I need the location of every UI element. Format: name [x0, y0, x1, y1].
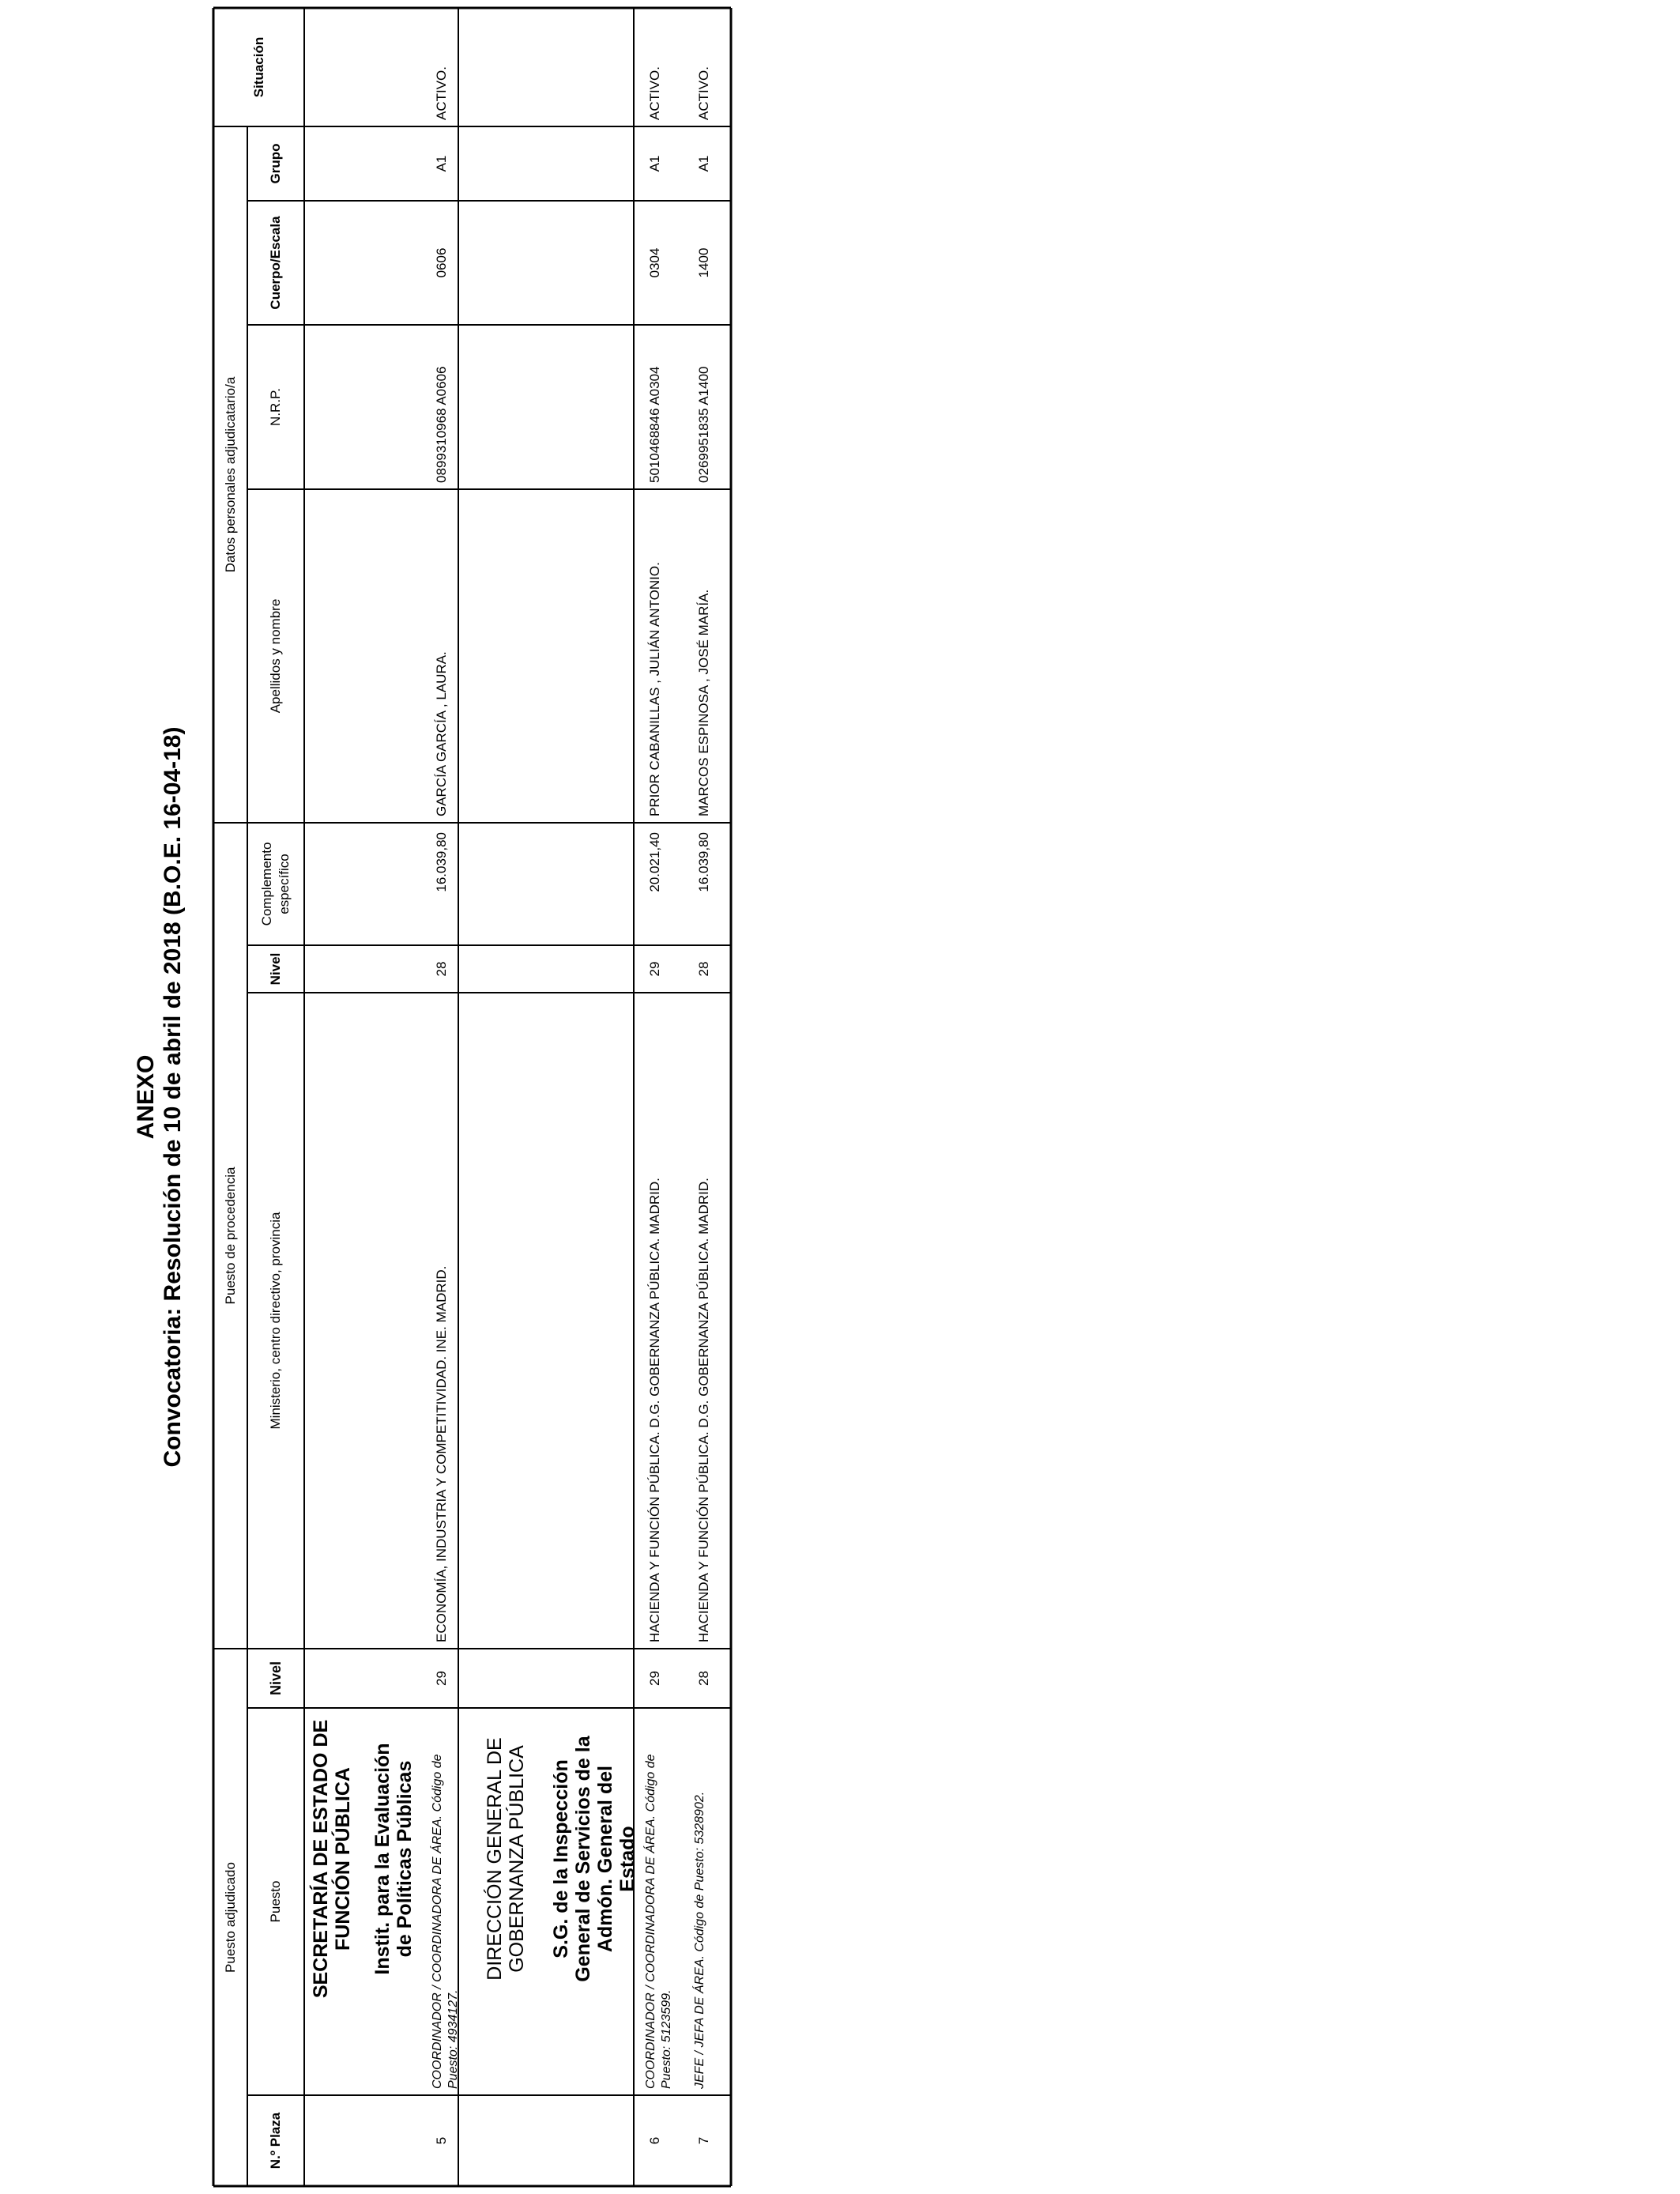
cell-apellidos: GARCÍA GARCÍA , LAURA. [434, 651, 449, 816]
cell-puesto: COORDINADOR / COORDINADORA DE ÁREA. Código de Puesto: 4934127. [431, 1754, 460, 2089]
cell-grupo: A1 [647, 155, 662, 172]
header-puesto-adjudicado: Puesto adjudicado [222, 1862, 238, 1973]
header-situacion: Situación [250, 36, 266, 98]
header-grupo: Grupo [268, 143, 283, 184]
cell-situacion: ACTIVO. [434, 66, 449, 120]
cell-grupo: A1 [696, 155, 711, 172]
cell-nivel: 29 [647, 1671, 662, 1686]
header-datos-personales: Datos personales adjudicatario/a [222, 376, 238, 573]
unit-subdireccion: S.G. de la Inspección General de Servicios de la Admón. General del Estado [550, 1736, 638, 1982]
cell-nivel: 28 [696, 1671, 711, 1686]
header-puesto-procedencia: Puesto de procedencia [222, 1167, 238, 1305]
cell-nivel: 29 [434, 1671, 449, 1686]
cell-complemento: 20.021,40 [647, 832, 662, 892]
header-n-plaza: N.º Plaza [268, 2112, 283, 2169]
unit-instituto: Instit. para la Evaluación de Políticas Públicas [371, 1743, 416, 1975]
header-complemento: Complemento específico [259, 842, 292, 926]
cell-cuerpo: 0606 [434, 247, 449, 278]
cell-puesto: JEFE / JEFA DE ÁREA. Código de Puesto: 5328902. [693, 1791, 706, 2089]
cell-cuerpo: 0304 [647, 247, 662, 278]
cell-nivel-procedencia: 28 [696, 961, 711, 977]
cell-puesto: COORDINADOR / COORDINADORA DE ÁREA. Código de Puesto: 5123599. [644, 1754, 673, 2089]
cell-nivel-procedencia: 28 [434, 961, 449, 977]
cell-situacion: ACTIVO. [647, 66, 662, 120]
cell-grupo: A1 [434, 155, 449, 172]
cell-ministerio: HACIENDA Y FUNCIÓN PÚBLICA. D.G. GOBERNANZA PÚBLICA. MADRID. [647, 1178, 662, 1642]
unit-secretaria: SECRETARÍA DE ESTADO DE FUNCIÓN PÚBLICA [310, 1719, 354, 1999]
cell-nrp: 0269951835 A1400 [696, 366, 711, 483]
cell-ministerio: HACIENDA Y FUNCIÓN PÚBLICA. D.G. GOBERNANZA PÚBLICA. MADRID. [696, 1178, 711, 1642]
cell-ministerio: ECONOMÍA, INDUSTRIA Y COMPETITIVIDAD. INE. MADRID. [434, 1265, 449, 1642]
header-nivel-procedencia: Nivel [268, 952, 283, 986]
cell-nrp: 0899310968 A0606 [434, 366, 449, 483]
cell-apellidos: PRIOR CABANILLAS , JULIÁN ANTONIO. [647, 562, 662, 816]
header-nrp: N.R.P. [268, 388, 283, 426]
cell-apellidos: MARCOS ESPINOSA , JOSÉ MARÍA. [696, 589, 711, 816]
unit-direccion: DIRECCIÓN GENERAL DE GOBERNANZA PÚBLICA [484, 1737, 528, 1981]
cell-situacion: ACTIVO. [696, 66, 711, 120]
cell-nrp: 5010468846 A0304 [647, 366, 662, 483]
cell-complemento: 16.039,80 [434, 832, 449, 892]
header-apellidos: Apellidos y nombre [268, 598, 283, 714]
header-nivel: Nivel [268, 1661, 284, 1696]
cell-plaza: 6 [647, 2136, 662, 2145]
header-cuerpo-escala: Cuerpo/Escala [268, 216, 283, 310]
cell-cuerpo: 1400 [696, 247, 711, 278]
header-puesto: Puesto [268, 1880, 283, 1923]
cell-nivel-procedencia: 29 [647, 961, 662, 977]
header-ministerio: Ministerio, centro directivo, provincia [268, 1212, 283, 1430]
cell-plaza: 7 [696, 2136, 711, 2145]
cell-plaza: 5 [434, 2136, 449, 2145]
cell-complemento: 16.039,80 [696, 832, 711, 892]
annex-subtitle: Convocatoria: Resolución de 10 de abril de 2018 (B.O.E. 16-04-18) [160, 726, 186, 1468]
annex-title: ANEXO [133, 1054, 159, 1140]
